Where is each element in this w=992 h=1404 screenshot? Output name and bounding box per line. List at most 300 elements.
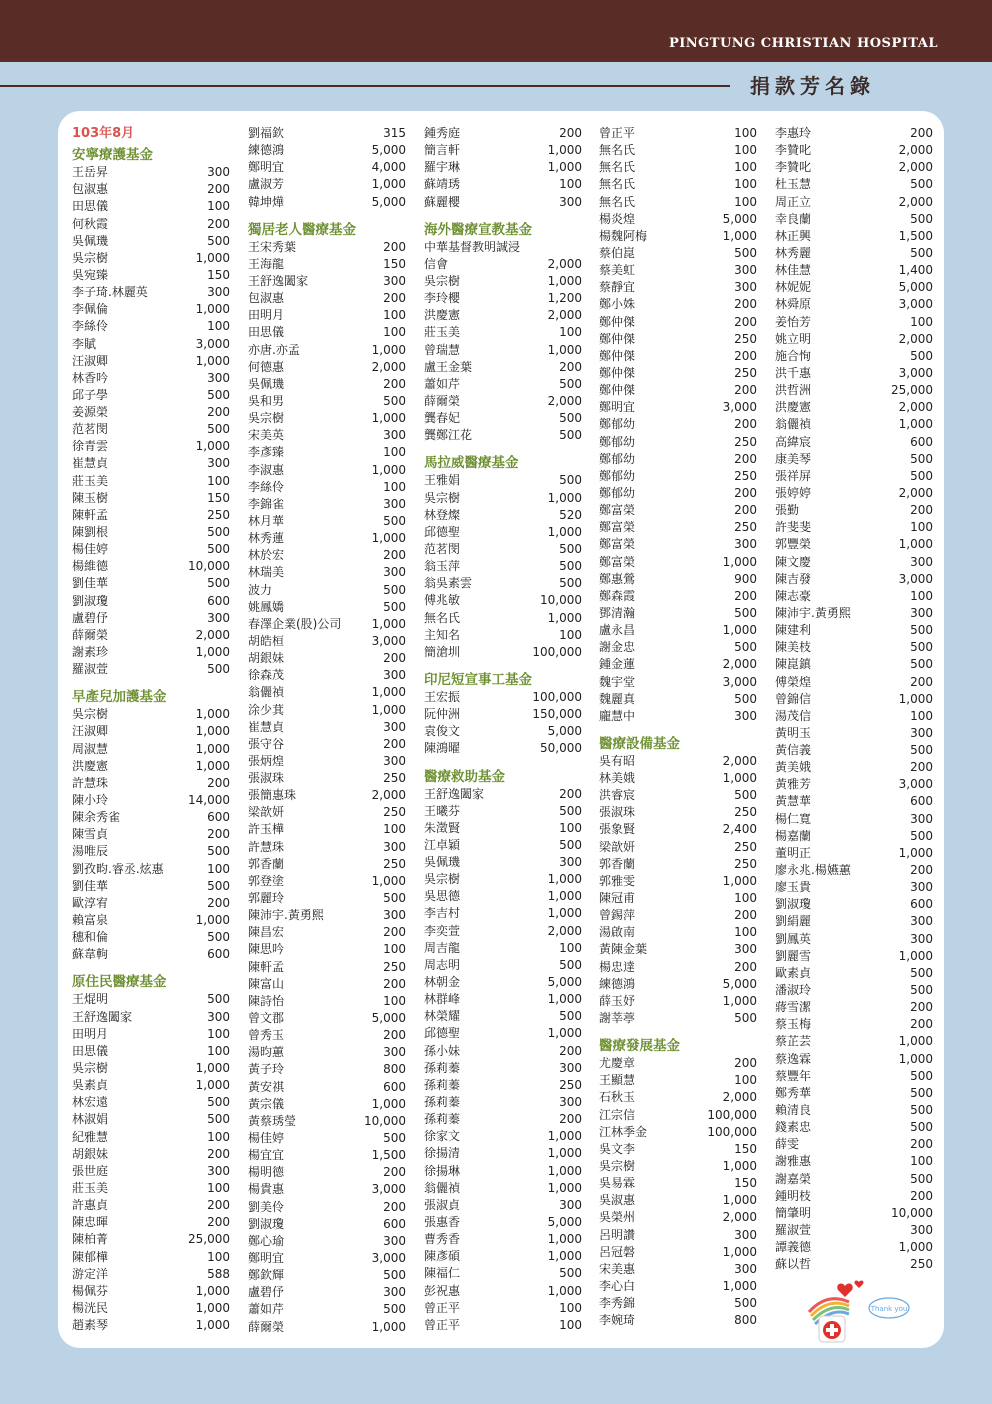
donor-row xyxy=(424,1145,582,1162)
donor-name: 田思儀 xyxy=(72,199,109,214)
donor-row xyxy=(248,427,406,444)
donor-row xyxy=(72,723,230,740)
donation-amount: 100 xyxy=(559,820,582,835)
donation-amount: 600 xyxy=(910,794,933,809)
donor-row xyxy=(248,1096,406,1113)
donor-row xyxy=(424,324,582,341)
donation-amount: 2,000 xyxy=(898,331,933,346)
donor-row xyxy=(599,245,757,262)
donation-amount: 500 xyxy=(910,451,933,466)
donor-name: 周淑慧 xyxy=(72,741,109,756)
donor-row xyxy=(599,331,757,348)
donation-amount: 1,000 xyxy=(547,524,582,539)
donor-row xyxy=(775,434,933,451)
donor-name: 郭麗玲 xyxy=(248,891,285,906)
donor-row xyxy=(424,125,582,142)
donor-row xyxy=(248,976,406,993)
donation-amount: 1,000 xyxy=(371,1319,406,1334)
donor-name: 劉淑瓊 xyxy=(248,1216,285,1231)
donor-name: 盧碧伃 xyxy=(72,610,109,625)
donor-row xyxy=(248,342,406,359)
donor-name: 陳昌宏 xyxy=(248,925,285,940)
donor-row xyxy=(72,809,230,826)
donor-name: 翁儷禎 xyxy=(775,417,812,432)
donation-amount: 100 xyxy=(207,861,230,876)
donor-row xyxy=(775,1016,933,1033)
donor-row xyxy=(248,410,406,427)
donor-name: 中華基督教明誠浸 xyxy=(424,239,521,254)
donor-row xyxy=(72,878,230,895)
donor-name: 蕭如芹 xyxy=(424,376,461,391)
donation-amount: 200 xyxy=(910,1000,933,1015)
donation-amount: 500 xyxy=(910,1120,933,1135)
fund-heading: 馬拉威醫療基金 xyxy=(424,455,519,472)
page-title: 捐款芳名錄 xyxy=(750,74,875,98)
donor-row xyxy=(424,427,582,444)
donor-name: 張炳煌 xyxy=(248,753,285,768)
section-spacer xyxy=(599,1027,757,1037)
donor-row xyxy=(599,519,757,536)
donor-row xyxy=(72,946,230,963)
donor-name: 吳榮州 xyxy=(599,1210,636,1225)
donor-name: 主知名 xyxy=(424,627,461,642)
donation-amount: 100 xyxy=(734,126,757,140)
donation-amount: 4,000 xyxy=(371,160,406,175)
donation-amount: 200 xyxy=(910,863,933,878)
donation-amount: 200 xyxy=(910,126,933,140)
donor-name: 張世庭 xyxy=(72,1163,109,1178)
donor-row xyxy=(599,1244,757,1261)
donor-name: 鄭郁幼 xyxy=(599,485,636,500)
donor-name: 吳素貞 xyxy=(72,1078,109,1093)
donation-amount: 1,000 xyxy=(195,707,230,722)
donor-row xyxy=(72,912,230,929)
donation-amount: 1,000 xyxy=(898,1034,933,1049)
donation-amount: 500 xyxy=(910,177,933,192)
donor-name: 廖永兆.楊嬿蕙 xyxy=(775,863,851,878)
donor-row xyxy=(599,571,757,588)
donation-amount: 300 xyxy=(559,1095,582,1110)
donor-name: 楊佩芬 xyxy=(72,1283,109,1298)
donor-name: 無名氏 xyxy=(599,194,636,209)
donation-amount: 100 xyxy=(559,940,582,955)
donor-name: 宋美惠 xyxy=(599,1261,636,1276)
medical-card-icon xyxy=(819,1316,845,1342)
donor-row xyxy=(424,410,582,427)
donor-name: 林秀麗 xyxy=(775,245,812,260)
donor-name: 蕭如芹 xyxy=(248,1302,285,1317)
donor-name: 穗和倫 xyxy=(72,930,109,945)
donor-name: 呂冠磐 xyxy=(599,1244,636,1259)
donor-row xyxy=(72,421,230,438)
donation-amount: 500 xyxy=(207,542,230,557)
donation-amount: 300 xyxy=(383,496,406,511)
donation-amount: 100 xyxy=(207,199,230,214)
donor-row xyxy=(248,307,406,324)
donor-row xyxy=(424,991,582,1008)
donor-row xyxy=(248,393,406,410)
donation-amount: 500 xyxy=(559,1009,582,1024)
donation-amount: 5,000 xyxy=(371,143,406,158)
donor-row xyxy=(775,811,933,828)
donor-row xyxy=(424,290,582,307)
donor-name: 洪慶憲 xyxy=(424,308,461,323)
donor-name: 薛爾榮 xyxy=(248,1319,285,1334)
donor-name: 許斐斐 xyxy=(775,520,812,535)
donor-row xyxy=(775,125,933,142)
donation-amount: 150 xyxy=(207,267,230,282)
donor-name: 無名氏 xyxy=(599,143,636,158)
donation-amount: 600 xyxy=(383,1216,406,1231)
donation-amount: 500 xyxy=(910,211,933,226)
donor-name: 錢素忠 xyxy=(775,1120,812,1135)
donation-amount: 1,000 xyxy=(195,1060,230,1075)
donor-name: 陳雪貞 xyxy=(72,827,109,842)
donor-row xyxy=(72,301,230,318)
donation-amount: 100 xyxy=(734,160,757,175)
donation-amount: 1,500 xyxy=(898,228,933,243)
donation-amount: 100 xyxy=(207,1129,230,1144)
donor-name: 無名氏 xyxy=(599,177,636,192)
fund-heading: 醫療救助基金 xyxy=(424,768,505,785)
donor-row xyxy=(424,820,582,837)
donor-name: 陳冠甫 xyxy=(599,891,636,906)
donor-name: 郭香蘭 xyxy=(599,856,636,871)
donation-amount: 100 xyxy=(734,925,757,940)
donor-name: 胡皓桓 xyxy=(248,633,285,648)
donation-amount: 1,000 xyxy=(195,353,230,368)
donor-name: 許慧珠 xyxy=(72,775,109,790)
donation-amount: 200 xyxy=(559,359,582,374)
donation-amount: 2,000 xyxy=(547,923,582,938)
donation-amount: 1,000 xyxy=(722,1159,757,1174)
donor-name: 傅榮煌 xyxy=(775,674,812,689)
donation-amount: 1,000 xyxy=(371,411,406,426)
donation-amount: 500 xyxy=(910,640,933,655)
fund-heading: 早產兒加護基金 xyxy=(72,689,167,706)
hospital-name: PINGTUNG CHRISTIAN HOSPITAL xyxy=(668,36,938,51)
donation-amount: 5,000 xyxy=(371,194,406,209)
donation-amount: 520 xyxy=(559,507,582,522)
donation-amount: 1,000 xyxy=(547,1249,582,1264)
donor-row xyxy=(72,1249,230,1266)
donor-row xyxy=(248,125,406,142)
donation-amount: 500 xyxy=(207,930,230,945)
donor-row xyxy=(424,1077,582,1094)
donor-name: 邱德聖 xyxy=(424,524,461,539)
donor-row xyxy=(424,706,582,723)
donation-amount: 200 xyxy=(207,216,230,231)
donor-row xyxy=(248,1181,406,1198)
donation-amount: 5,000 xyxy=(898,280,933,295)
donor-name: 劉麗雪 xyxy=(775,948,812,963)
donation-amount: 2,000 xyxy=(898,143,933,158)
donor-name: 鄭仲傑 xyxy=(599,314,636,329)
donor-row xyxy=(775,948,933,965)
donation-amount: 250 xyxy=(734,520,757,535)
donation-amount: 2,000 xyxy=(195,627,230,642)
donation-amount: 100 xyxy=(910,1154,933,1169)
donor-row xyxy=(599,976,757,993)
donor-row xyxy=(424,1128,582,1145)
donor-name: 洪慶憲 xyxy=(72,758,109,773)
donation-amount: 200 xyxy=(383,925,406,940)
donor-row xyxy=(248,1233,406,1250)
donor-row xyxy=(72,575,230,592)
donor-name: 鄭郁幼 xyxy=(599,468,636,483)
donor-name: 吳文李 xyxy=(599,1141,636,1156)
donor-name: 蘇靖琇 xyxy=(424,177,461,192)
donor-name: 無名氏 xyxy=(599,160,636,175)
donor-name: 蔡豐年 xyxy=(775,1068,812,1083)
donor-name: 朱澂賢 xyxy=(424,820,461,835)
donor-name: 李淑惠 xyxy=(248,462,285,477)
section-spacer xyxy=(72,963,230,973)
donor-name: 汪淑卿 xyxy=(72,724,109,739)
donor-name: 曾正平 xyxy=(424,1300,461,1315)
donation-amount: 2,400 xyxy=(722,822,757,837)
donation-amount: 10,000 xyxy=(891,1205,933,1220)
donor-row xyxy=(424,689,582,706)
donation-amount: 2,000 xyxy=(898,160,933,175)
section-spacer xyxy=(248,211,406,221)
donor-name: 黃信義 xyxy=(775,743,812,758)
donor-row xyxy=(775,159,933,176)
donor-name: 田明月 xyxy=(72,1026,109,1041)
donation-amount: 500 xyxy=(559,559,582,574)
donation-amount: 500 xyxy=(559,1266,582,1281)
donor-name: 楊佳婷 xyxy=(72,542,109,557)
donor-name: 蘇麗櫻 xyxy=(424,194,461,209)
donation-amount: 1,000 xyxy=(547,273,582,288)
donation-amount: 3,000 xyxy=(898,297,933,312)
donor-name: 蘇以哲 xyxy=(775,1257,812,1272)
donor-name: 吳易霖 xyxy=(599,1176,636,1191)
donor-name: 謝嘉榮 xyxy=(775,1171,812,1186)
donation-amount: 5,000 xyxy=(722,976,757,991)
donor-name: 黃安祺 xyxy=(248,1079,285,1094)
donation-amount: 200 xyxy=(734,1056,757,1071)
donor-name: 張惠香 xyxy=(424,1215,461,1230)
donor-row xyxy=(599,382,757,399)
donor-row xyxy=(72,1094,230,1111)
donor-row xyxy=(775,502,933,519)
donation-amount: 100 xyxy=(207,1249,230,1264)
donor-row xyxy=(424,940,582,957)
donation-amount: 1,000 xyxy=(195,741,230,756)
donor-row xyxy=(775,1102,933,1119)
donation-amount: 10,000 xyxy=(188,559,230,574)
donor-row xyxy=(424,273,582,290)
donation-amount: 1,000 xyxy=(547,143,582,158)
donation-amount: 500 xyxy=(207,1112,230,1127)
donor-name: 盧王金葉 xyxy=(424,359,473,374)
donor-name: 廖玉貴 xyxy=(775,880,812,895)
donation-amount: 1,000 xyxy=(547,1232,582,1247)
donor-name: 姚鳳嬌 xyxy=(248,599,285,614)
donor-name: 李錦雀 xyxy=(248,496,285,511)
donation-amount: 300 xyxy=(910,1223,933,1237)
donor-row xyxy=(599,399,757,416)
donor-row xyxy=(599,348,757,365)
donor-row xyxy=(599,554,757,571)
donor-name: 陳玉樹 xyxy=(72,490,109,505)
donation-amount: 1,200 xyxy=(547,291,582,306)
donation-amount: 1,000 xyxy=(547,1163,582,1178)
donor-name: 蔡玉梅 xyxy=(775,1017,812,1032)
donation-amount: 300 xyxy=(207,1163,230,1178)
donation-amount: 300 xyxy=(559,1197,582,1212)
donation-amount: 100,000 xyxy=(532,644,582,659)
donor-row xyxy=(248,513,406,530)
donor-row xyxy=(72,1077,230,1094)
donor-name: 許慧珠 xyxy=(248,839,285,854)
donor-name: 陳鴻曜 xyxy=(424,741,461,756)
donor-row xyxy=(424,1300,582,1317)
donor-name: 鄭富榮 xyxy=(599,554,636,569)
donor-name: 蔡逸霖 xyxy=(775,1051,812,1066)
donation-amount: 500 xyxy=(383,891,406,906)
donor-row xyxy=(72,826,230,843)
donor-row xyxy=(775,194,933,211)
donation-amount: 200 xyxy=(910,760,933,775)
donor-name: 張婷婷 xyxy=(775,485,812,500)
donation-amount: 1,000 xyxy=(371,177,406,192)
donation-amount: 200 xyxy=(383,239,406,254)
donor-name: 郭豐榮 xyxy=(775,537,812,552)
donor-name: 吳宗樹 xyxy=(72,707,109,722)
donation-amount: 2,000 xyxy=(898,194,933,209)
donation-amount: 600 xyxy=(910,897,933,912)
donor-column-3 xyxy=(424,125,582,1334)
title-rule xyxy=(0,85,730,87)
donor-row xyxy=(72,929,230,946)
donor-name: 鄭明宜 xyxy=(248,160,285,175)
donation-amount: 500 xyxy=(734,1296,757,1311)
donor-row xyxy=(248,1319,406,1336)
donation-amount: 1,000 xyxy=(371,873,406,888)
donation-amount: 200 xyxy=(383,976,406,991)
donor-name: 練德鴻 xyxy=(599,976,636,991)
donation-amount: 500 xyxy=(559,576,582,591)
donation-amount: 1,000 xyxy=(898,1240,933,1255)
donation-amount: 500 xyxy=(910,657,933,672)
donation-amount: 200 xyxy=(734,503,757,518)
fund-heading: 海外醫療宣教基金 xyxy=(424,221,532,238)
donation-amount: 150 xyxy=(734,1141,757,1156)
fund-heading: 獨居老人醫療基金 xyxy=(248,221,356,238)
donor-name: 劉淑瓊 xyxy=(72,593,109,608)
donor-row xyxy=(248,839,406,856)
donation-amount: 500 xyxy=(559,837,582,852)
donation-amount: 200 xyxy=(559,1112,582,1127)
donor-row xyxy=(599,228,757,245)
donation-amount: 1,000 xyxy=(547,906,582,921)
donor-row xyxy=(424,905,582,922)
donation-amount: 200 xyxy=(207,1198,230,1213)
donor-name: 徐青雲 xyxy=(72,439,109,454)
donor-row xyxy=(72,593,230,610)
donor-name: 吳佩璣 xyxy=(248,376,285,391)
donor-row xyxy=(248,376,406,393)
donor-row xyxy=(599,1107,757,1124)
donor-row xyxy=(599,1010,757,1027)
donation-amount: 3,000 xyxy=(898,365,933,380)
donation-amount: 1,000 xyxy=(547,992,582,1007)
donor-name: 涂少萁 xyxy=(248,702,285,717)
donor-name: 謝雅惠 xyxy=(775,1154,812,1169)
donor-name: 洪慶憲 xyxy=(775,400,812,415)
donation-amount: 500 xyxy=(734,605,757,620)
donation-amount: 500 xyxy=(910,1103,933,1118)
donation-amount: 10,000 xyxy=(540,593,582,608)
donor-row xyxy=(424,359,582,376)
donation-amount: 5,000 xyxy=(371,1011,406,1026)
donor-name: 周正立 xyxy=(775,194,812,209)
donor-name: 胡銀妹 xyxy=(248,651,285,666)
donor-name: 吳宗樹 xyxy=(424,273,461,288)
donor-row xyxy=(72,404,230,421)
donor-row xyxy=(775,468,933,485)
donation-amount: 500 xyxy=(207,844,230,859)
donor-row xyxy=(599,924,757,941)
donor-row xyxy=(72,775,230,792)
donation-amount: 200 xyxy=(910,1137,933,1152)
donor-row xyxy=(424,558,582,575)
donation-amount: 300 xyxy=(383,908,406,923)
donation-amount: 250 xyxy=(734,805,757,820)
donor-row xyxy=(248,736,406,753)
donor-row xyxy=(599,365,757,382)
donor-name: 劉鳳英 xyxy=(775,931,812,946)
donation-amount: 300 xyxy=(910,554,933,569)
donor-name: 陳忠暉 xyxy=(72,1215,109,1230)
donor-name: 袁俊文 xyxy=(424,724,461,739)
donor-name: 林宏遠 xyxy=(72,1095,109,1110)
donor-name: 劉福欽 xyxy=(248,126,285,140)
donation-amount: 500 xyxy=(559,428,582,443)
donor-name: 林榮耀 xyxy=(424,1009,461,1024)
donation-amount: 150,000 xyxy=(532,707,582,722)
donor-name: 龐慧中 xyxy=(599,708,636,723)
donor-name: 梁歆妍 xyxy=(599,839,636,854)
donation-amount: 500 xyxy=(383,599,406,614)
donor-row xyxy=(775,142,933,159)
donor-name: 紀雅慧 xyxy=(72,1129,109,1144)
donor-row xyxy=(72,991,230,1008)
donor-row xyxy=(775,1256,933,1273)
donor-name: 黃雅芳 xyxy=(775,777,812,792)
donor-name: 包淑惠 xyxy=(248,291,285,306)
donor-name: 江林季金 xyxy=(599,1124,648,1139)
donor-row xyxy=(424,1008,582,1025)
donor-name: 范茗閔 xyxy=(424,541,461,556)
donor-name: 張淑貞 xyxy=(424,1197,461,1212)
donation-amount: 1,000 xyxy=(547,1180,582,1195)
donor-name: 田思儀 xyxy=(72,1043,109,1058)
donor-row xyxy=(72,267,230,284)
donor-name: 楊忠達 xyxy=(599,959,636,974)
donor-row xyxy=(72,1146,230,1163)
donor-row xyxy=(72,507,230,524)
donor-row xyxy=(775,965,933,982)
donor-row xyxy=(72,1300,230,1317)
donor-name: 湯昀蕙 xyxy=(248,1045,285,1060)
donor-row xyxy=(775,656,933,673)
donor-row xyxy=(424,575,582,592)
donation-amount: 100 xyxy=(734,891,757,906)
donation-amount: 300 xyxy=(910,811,933,826)
